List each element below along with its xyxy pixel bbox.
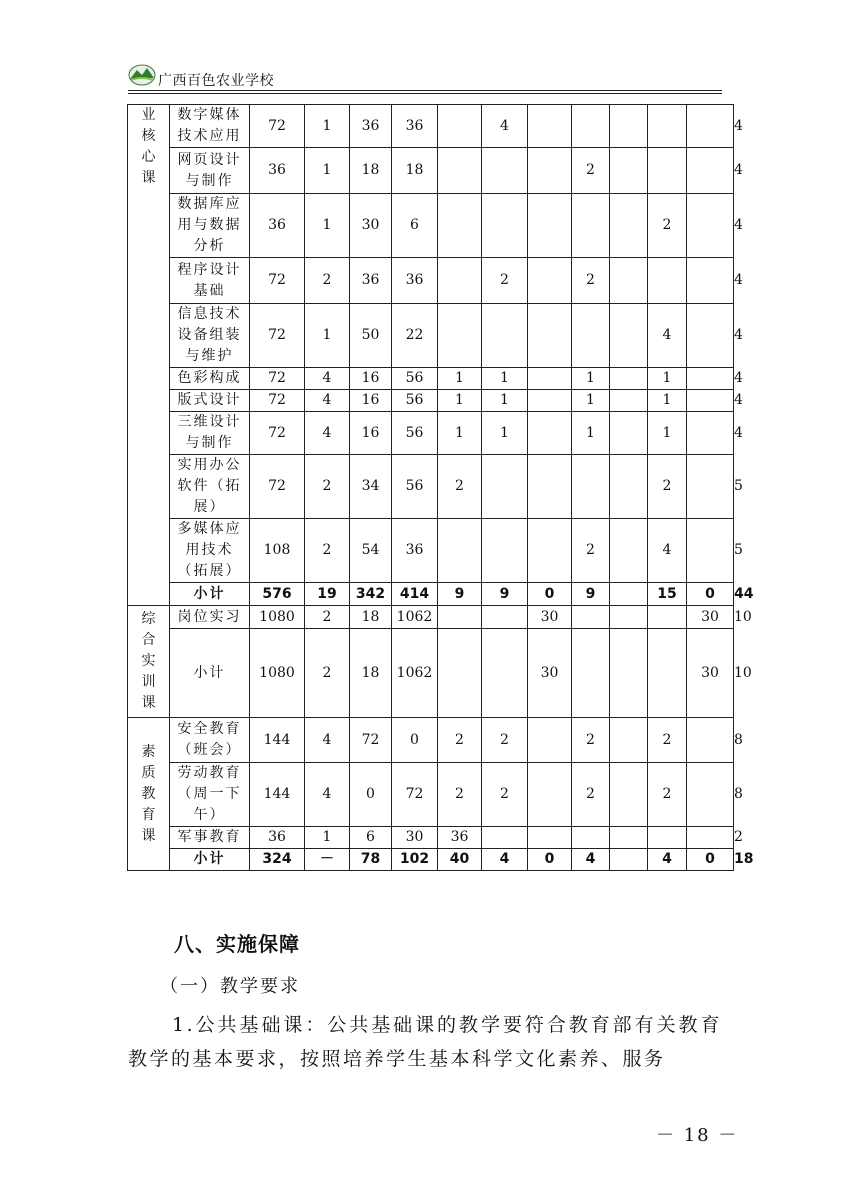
subtotal-cell <box>610 629 648 718</box>
course-name-cell: 色彩构成 <box>170 368 250 390</box>
table-cell: 1 <box>305 827 350 849</box>
table-cell <box>610 519 648 583</box>
subtotal-cell <box>572 629 610 718</box>
table-cell: 1062 <box>392 606 438 629</box>
table-cell: 2 <box>305 258 350 304</box>
table-row: 三维设计与制作 72 4 16 56 1 1 1 1 4 <box>128 412 734 455</box>
table-cell: 1080 <box>250 606 305 629</box>
table-cell: 1 <box>438 412 482 455</box>
table-row: 网页设计与制作 36 1 18 18 2 4 <box>128 148 734 194</box>
table-cell: 2 <box>572 148 610 194</box>
subtotal-cell: 102 <box>392 849 438 871</box>
table-row: 劳动教育（周一下午） 144 4 0 72 2 2 2 2 8 <box>128 763 734 827</box>
table-cell: 2 <box>482 718 528 763</box>
table-cell: 1 <box>648 390 687 412</box>
subtotal-label: 小计 <box>170 629 250 718</box>
subtotal-cell: 15 <box>648 583 687 606</box>
subtotal-cell: 4 <box>482 849 528 871</box>
table-cell <box>528 827 572 849</box>
table-cell: 2 <box>648 763 687 827</box>
subtotal-label: 小计 <box>170 583 250 606</box>
table-cell: 108 <box>250 519 305 583</box>
table-cell: 144 <box>250 763 305 827</box>
table-cell <box>528 718 572 763</box>
table-cell: 1 <box>438 368 482 390</box>
subtotal-cell <box>482 629 528 718</box>
subtotal-cell: 78 <box>350 849 392 871</box>
table-cell: 144 <box>250 718 305 763</box>
subtotal-cell: 18 <box>350 629 392 718</box>
table-cell <box>648 827 687 849</box>
table-row: 多媒体应用技术（拓展） 108 2 54 36 2 4 5 <box>128 519 734 583</box>
subtotal-cell: 0 <box>528 849 572 871</box>
table-row: 素质教育课 安全教育（班会） 144 4 72 0 2 2 2 2 8 <box>128 718 734 763</box>
table-cell: 2 <box>572 519 610 583</box>
table-row: 业核心课 数字媒体技术应用 72 1 36 36 4 4 <box>128 105 734 148</box>
table-cell: 1 <box>648 368 687 390</box>
table-cell: 72 <box>250 304 305 368</box>
course-name-cell: 安全教育（班会） <box>170 718 250 763</box>
subtotal-cell: 342 <box>350 583 392 606</box>
table-cell: 56 <box>392 412 438 455</box>
subtotal-cell: 9 <box>438 583 482 606</box>
table-cell: 30 <box>392 827 438 849</box>
table-cell: 22 <box>392 304 438 368</box>
table-cell <box>482 304 528 368</box>
table-cell <box>528 455 572 519</box>
table-cell <box>438 304 482 368</box>
table-cell <box>610 412 648 455</box>
table-cell: 72 <box>350 718 392 763</box>
table-cell: 54 <box>350 519 392 583</box>
subtotal-cell: 9 <box>482 583 528 606</box>
table-cell <box>687 412 734 455</box>
table-cell <box>610 194 648 258</box>
table-cell <box>687 368 734 390</box>
category-cell: 业核心课 <box>128 105 170 606</box>
table-cell <box>528 763 572 827</box>
table-row: 综合实训课 岗位实习 1080 2 18 1062 30 30 10 <box>128 606 734 629</box>
table-cell: 2 <box>482 763 528 827</box>
table-cell <box>648 105 687 148</box>
table-cell: 36 <box>350 258 392 304</box>
table-cell <box>572 304 610 368</box>
table-cell: 36 <box>392 105 438 148</box>
table-row: 版式设计 72 4 16 56 1 1 1 1 4 <box>128 390 734 412</box>
subtotal-cell: 0 <box>687 583 734 606</box>
table-cell <box>528 258 572 304</box>
table-cell: 4 <box>648 304 687 368</box>
table-cell <box>687 519 734 583</box>
table-cell <box>687 718 734 763</box>
table-cell <box>438 258 482 304</box>
table-cell: 36 <box>250 148 305 194</box>
table-cell: 30 <box>687 606 734 629</box>
table-cell: 72 <box>250 368 305 390</box>
table-cell: 1 <box>305 105 350 148</box>
table-cell <box>572 827 610 849</box>
header-rule-thin <box>128 93 722 94</box>
course-name-cell: 数字媒体技术应用 <box>170 105 250 148</box>
table-cell <box>610 606 648 629</box>
table-cell: 1 <box>572 412 610 455</box>
subtotal-cell <box>610 849 648 871</box>
table-cell <box>438 148 482 194</box>
table-cell: 4 <box>305 412 350 455</box>
table-cell <box>610 718 648 763</box>
subtotal-cell: － <box>305 849 350 871</box>
table-cell: 1 <box>648 412 687 455</box>
table-cell <box>687 304 734 368</box>
page-number: － 18 － <box>656 1125 739 1146</box>
table-cell <box>610 763 648 827</box>
table-cell <box>482 827 528 849</box>
table-cell: 30 <box>528 606 572 629</box>
table-cell: 2 <box>305 606 350 629</box>
table-cell: 1 <box>572 390 610 412</box>
table-cell: 4 <box>305 368 350 390</box>
table-cell <box>572 455 610 519</box>
subtotal-row: 小计 324 － 78 102 40 4 0 4 4 0 18 <box>128 849 734 871</box>
subtotal-row: 小计 576 19 342 414 9 9 0 9 15 0 44 <box>128 583 734 606</box>
table-cell: 2 <box>482 258 528 304</box>
table-cell: 72 <box>250 390 305 412</box>
table-cell <box>610 827 648 849</box>
course-name-cell: 劳动教育（周一下午） <box>170 763 250 827</box>
table-cell <box>528 304 572 368</box>
table-cell: 2 <box>438 455 482 519</box>
table-cell: 1 <box>482 368 528 390</box>
table-cell: 72 <box>250 412 305 455</box>
course-name-cell: 程序设计基础 <box>170 258 250 304</box>
section-paragraph: 1.公共基础课：公共基础课的教学要符合教育部有关教育教学的基本要求，按照培养学生基本科学文化素养、服务 <box>128 1014 722 1070</box>
subtotal-label: 小计 <box>170 849 250 871</box>
table-cell <box>610 105 648 148</box>
table-cell: 1 <box>305 304 350 368</box>
table-row: 实用办公软件（拓展） 72 2 34 56 2 2 5 <box>128 455 734 519</box>
subtotal-cell <box>610 583 648 606</box>
table-cell <box>528 194 572 258</box>
table-cell <box>687 827 734 849</box>
table-cell: 4 <box>482 105 528 148</box>
table-cell <box>687 390 734 412</box>
table-cell <box>610 390 648 412</box>
table-cell <box>648 258 687 304</box>
subtotal-cell: 1062 <box>392 629 438 718</box>
subtotal-cell: 30 <box>528 629 572 718</box>
table-cell: 72 <box>250 455 305 519</box>
subtotal-cell: 1080 <box>250 629 305 718</box>
course-name-cell: 多媒体应用技术（拓展） <box>170 519 250 583</box>
table-cell <box>528 105 572 148</box>
course-name-cell: 三维设计与制作 <box>170 412 250 455</box>
table-cell <box>482 148 528 194</box>
subtotal-cell: 0 <box>528 583 572 606</box>
table-cell <box>687 763 734 827</box>
table-cell: 2 <box>572 763 610 827</box>
table-cell: 36 <box>250 194 305 258</box>
table-cell: 4 <box>648 519 687 583</box>
table-cell <box>482 606 528 629</box>
table-cell: 2 <box>305 519 350 583</box>
subtotal-cell: 30 <box>687 629 734 718</box>
table-row: 军事教育 36 1 6 30 36 2 <box>128 827 734 849</box>
table-cell: 16 <box>350 412 392 455</box>
course-name-cell: 版式设计 <box>170 390 250 412</box>
subtotal-cell: 324 <box>250 849 305 871</box>
table-cell <box>438 105 482 148</box>
header-rule <box>128 90 722 91</box>
table-cell: 0 <box>392 718 438 763</box>
course-name-cell: 岗位实习 <box>170 606 250 629</box>
table-cell <box>438 606 482 629</box>
table-cell: 16 <box>350 368 392 390</box>
table-cell: 2 <box>648 194 687 258</box>
table-cell: 1 <box>438 390 482 412</box>
subtotal-cell: 0 <box>687 849 734 871</box>
table-cell <box>610 258 648 304</box>
table-cell <box>610 148 648 194</box>
table-cell: 2 <box>572 718 610 763</box>
subtotal-cell: 19 <box>305 583 350 606</box>
table-cell <box>482 455 528 519</box>
table-cell: 30 <box>350 194 392 258</box>
table-cell <box>610 304 648 368</box>
table-cell: 18 <box>392 148 438 194</box>
subtotal-cell: 4 <box>572 849 610 871</box>
table-row: 信息技术设备组装与维护 72 1 50 22 4 4 <box>128 304 734 368</box>
section-heading: 八、实施保障 <box>174 932 300 956</box>
table-cell: 1 <box>572 368 610 390</box>
table-cell: 16 <box>350 390 392 412</box>
table-cell <box>438 519 482 583</box>
course-name-cell: 数据库应用与数据分析 <box>170 194 250 258</box>
table-cell <box>528 519 572 583</box>
table-cell: 6 <box>392 194 438 258</box>
table-cell <box>482 519 528 583</box>
subtotal-cell: 9 <box>572 583 610 606</box>
table-cell: 4 <box>305 390 350 412</box>
subtotal-cell <box>438 629 482 718</box>
table-cell: 72 <box>250 258 305 304</box>
section-subheading: （一）教学要求 <box>160 976 300 997</box>
course-name-cell: 网页设计与制作 <box>170 148 250 194</box>
table-cell <box>687 258 734 304</box>
subtotal-cell: 40 <box>438 849 482 871</box>
table-cell <box>528 148 572 194</box>
course-name-cell: 实用办公软件（拓展） <box>170 455 250 519</box>
table-cell: 1 <box>305 194 350 258</box>
table-cell: 56 <box>392 368 438 390</box>
school-logo-icon <box>128 62 156 86</box>
subtotal-cell: 576 <box>250 583 305 606</box>
table-cell: 72 <box>392 763 438 827</box>
page-header <box>128 60 722 94</box>
table-cell: 2 <box>648 455 687 519</box>
school-name: 广西百色农业学校 <box>158 73 274 89</box>
course-name-cell: 信息技术设备组装与维护 <box>170 304 250 368</box>
table-cell: 1 <box>482 390 528 412</box>
subtotal-cell: 2 <box>305 629 350 718</box>
table-row: 数据库应用与数据分析 36 1 30 6 2 4 <box>128 194 734 258</box>
table-cell <box>610 455 648 519</box>
table-cell <box>572 105 610 148</box>
table-cell: 2 <box>438 718 482 763</box>
table-cell: 18 <box>350 148 392 194</box>
table-cell <box>572 194 610 258</box>
table-cell <box>610 368 648 390</box>
table-cell: 56 <box>392 390 438 412</box>
category-cell: 综合实训课 <box>128 606 170 718</box>
table-cell: 2 <box>438 763 482 827</box>
table-cell <box>687 194 734 258</box>
course-schedule-table <box>127 104 754 871</box>
table-cell: 2 <box>648 718 687 763</box>
table-cell <box>648 148 687 194</box>
table-cell <box>687 455 734 519</box>
table-cell: 1 <box>482 412 528 455</box>
table-cell <box>687 148 734 194</box>
table-cell: 1 <box>305 148 350 194</box>
table-cell <box>648 606 687 629</box>
table-cell <box>438 194 482 258</box>
table-cell: 56 <box>392 455 438 519</box>
table-cell: 72 <box>250 105 305 148</box>
table-cell: 0 <box>350 763 392 827</box>
table-cell: 36 <box>392 258 438 304</box>
table-cell: 6 <box>350 827 392 849</box>
table-row: 色彩构成 72 4 16 56 1 1 1 1 4 <box>128 368 734 390</box>
subtotal-cell <box>648 629 687 718</box>
table-cell <box>528 368 572 390</box>
subtotal-row: 小计 1080 2 18 1062 30 30 10 <box>128 629 734 718</box>
table-cell <box>482 194 528 258</box>
subtotal-cell: 414 <box>392 583 438 606</box>
table-cell: 2 <box>305 455 350 519</box>
category-cell: 素质教育课 <box>128 718 170 871</box>
table-cell: 4 <box>305 718 350 763</box>
table-cell: 18 <box>350 606 392 629</box>
table-cell: 36 <box>250 827 305 849</box>
table-cell <box>528 412 572 455</box>
table-cell: 4 <box>305 763 350 827</box>
course-name-cell: 军事教育 <box>170 827 250 849</box>
table-cell: 2 <box>572 258 610 304</box>
table-cell <box>528 390 572 412</box>
table-cell: 36 <box>438 827 482 849</box>
table-cell: 34 <box>350 455 392 519</box>
table-cell <box>687 105 734 148</box>
table-cell <box>572 606 610 629</box>
table-cell: 36 <box>392 519 438 583</box>
table-row: 程序设计基础 72 2 36 36 2 2 4 <box>128 258 734 304</box>
table-cell: 36 <box>350 105 392 148</box>
table-cell: 50 <box>350 304 392 368</box>
subtotal-cell: 4 <box>648 849 687 871</box>
